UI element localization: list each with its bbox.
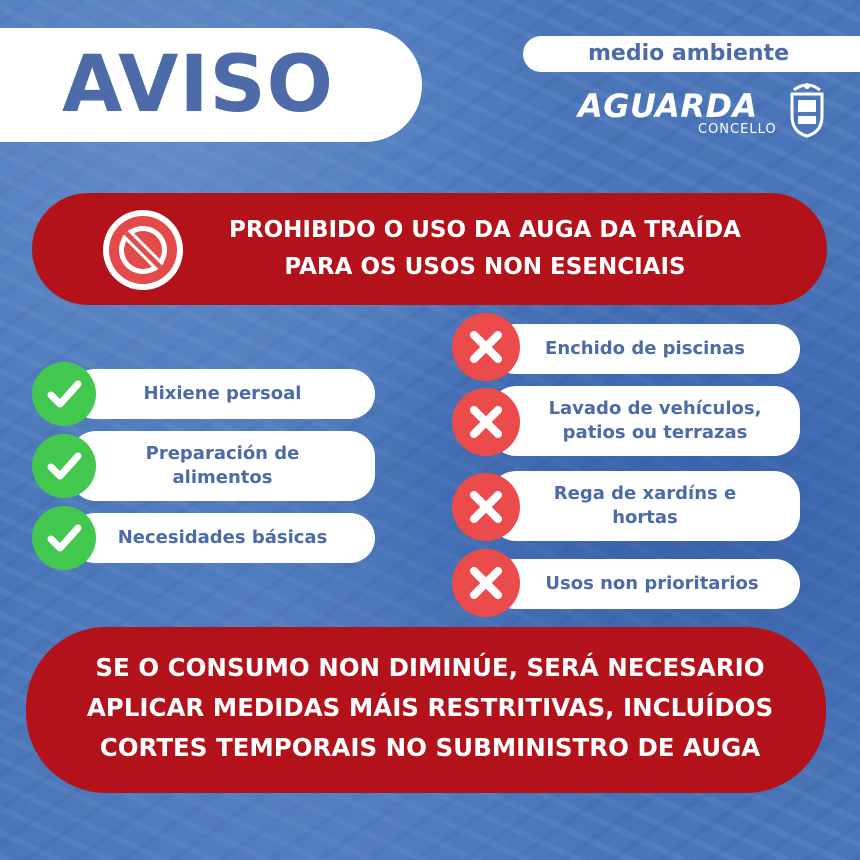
- forbidden-item: [490, 386, 800, 456]
- logo-subtitle: CONCELLO: [698, 122, 777, 137]
- banner-line-1: PROHIBIDO O USO DA AUGA DA TRAÍDA: [229, 217, 741, 243]
- x-icon: [452, 473, 520, 541]
- prohibited-icon: [98, 205, 188, 295]
- allowed-item: [70, 369, 375, 419]
- forbidden-item-label: Usos non prioritarios: [545, 573, 759, 594]
- page-title: AVISO: [62, 40, 334, 130]
- department-label: medio ambiente: [588, 41, 789, 66]
- banner-text: [190, 212, 780, 292]
- warning-line-3: CORTES TEMPORAIS NO SUBMINISTRO DE AUGA: [99, 733, 761, 762]
- forbidden-item-label: Lavado de vehículos, patios ou terrazas: [548, 398, 762, 443]
- check-icon: [32, 506, 96, 570]
- x-icon: [452, 313, 520, 381]
- warning-line-1: SE O CONSUMO NON DIMINÚE, SERÁ NECESARIO: [95, 653, 765, 682]
- forbidden-item: [490, 324, 800, 374]
- x-icon: [452, 549, 520, 617]
- warning-text: [60, 648, 800, 774]
- x-icon: [452, 388, 520, 456]
- allowed-item-label: Preparación de alimentos: [145, 443, 300, 488]
- allowed-item: [70, 513, 375, 563]
- coat-of-arms-icon: [786, 80, 828, 138]
- check-icon: [32, 362, 96, 426]
- forbidden-item: [490, 559, 800, 609]
- banner-line-2: PARA OS USOS NON ESENCIAIS: [284, 254, 686, 280]
- allowed-item: [70, 431, 375, 501]
- check-icon: [32, 434, 96, 498]
- logo-wordmark: AGUARDA: [578, 87, 758, 125]
- forbidden-item-label: Enchido de piscinas: [545, 338, 745, 359]
- forbidden-item-label: Rega de xardíns e hortas: [553, 483, 737, 528]
- allowed-item-label: Hixiene persoal: [143, 383, 302, 404]
- warning-line-2: APLICAR MEDIDAS MÁIS RESTRITIVAS, INCLUÍDOS: [86, 693, 774, 722]
- forbidden-item: [490, 471, 800, 541]
- allowed-item-label: Necesidades básicas: [117, 527, 328, 548]
